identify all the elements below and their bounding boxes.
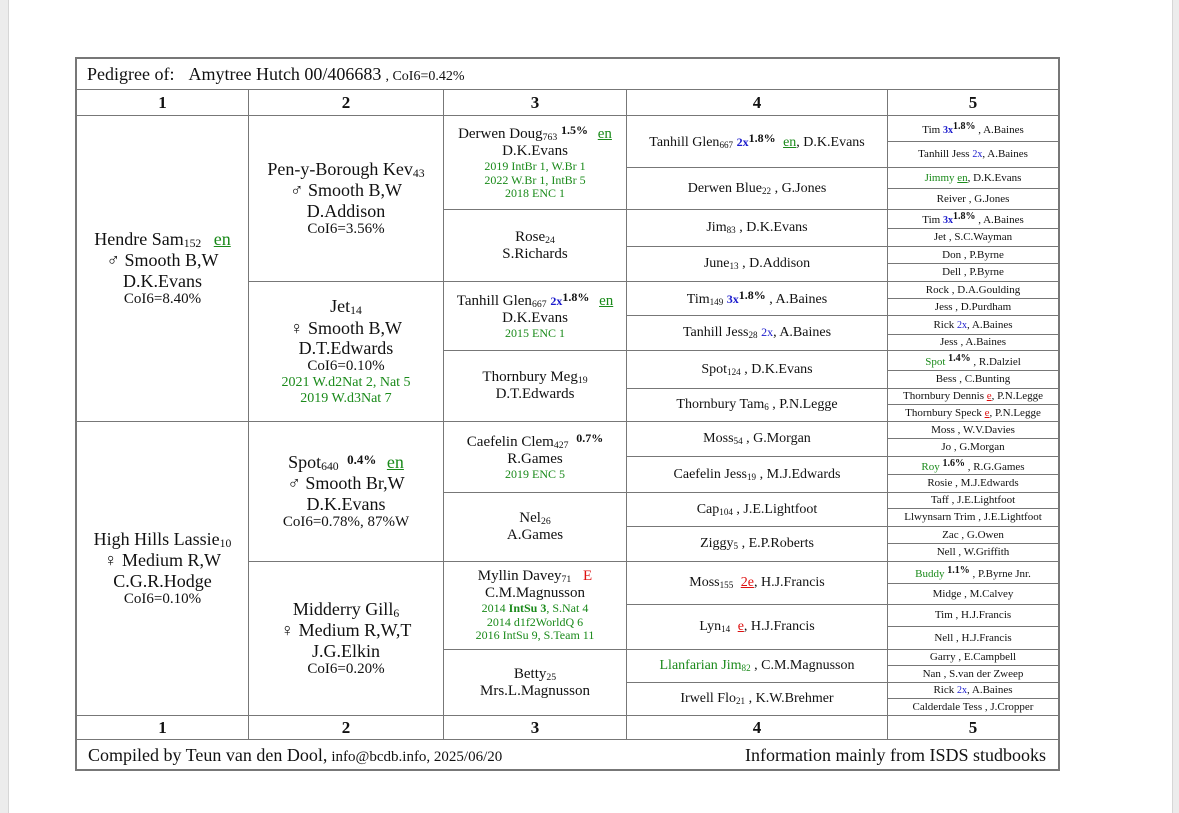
dog-name: Tanhill Jess [682,325,749,341]
owner: G.Owen [966,528,1004,541]
g5-cell-20: Rosie , M.J.Edwards [887,474,1059,493]
owner: K.W.Brehmer [755,691,834,707]
g5-cell-3: Jimmy en, D.K.Evans [887,167,1059,189]
sex-coat: ♂ Smooth B,W [289,180,402,201]
g4-cell-8: Thornbury Tam$_6$ , P.N.Legge [626,388,888,422]
dog-name: Jet [330,296,351,317]
dog-name: Reiver [936,192,966,205]
column-header-5: 5 [887,89,1059,116]
coi: CoI6=0.20% [307,660,385,677]
g5-cell-7: Don , P.Byrne [887,246,1059,264]
pct: 1.8% [748,131,776,146]
dog-name: Rock [925,283,950,296]
g3-cell-4 [443,350,627,422]
dog-name: Nel [519,510,541,527]
dog-name: Dell [942,266,962,279]
dog-name: Irwell Flo [680,691,736,707]
dog-name: Spot [701,361,728,377]
owner: A.Baines [971,318,1013,331]
g4-cell-16: Irwell Flo$_{21}$ , K.W.Brehmer [626,682,888,716]
title-dog-name: Amytree Hutch 00/406683 [188,64,382,84]
owner: H.J.Francis [961,631,1012,644]
en-link[interactable]: en [599,293,614,310]
owner: S.van der Zweep [949,667,1024,680]
owner: P.N.Legge [995,406,1041,419]
g4-cell-11: Cap$_{104}$ , J.E.Lightfoot [626,492,888,527]
reg-number: 640 [321,460,339,474]
award-line: 2019 ENC 5 [505,467,565,482]
owner: H.J.Francis [760,575,825,591]
dog-name: Zac [942,528,959,541]
dog-name: Tanhill Glen [456,293,532,310]
dog-name: Midge [932,587,962,600]
dog-name: Llwynsarn Trim [904,511,976,524]
dog-name: Bess [935,373,957,386]
dog-name: Betty [513,665,547,682]
sex-coat: ♀ Medium R,W [104,550,221,571]
g5-cell-9: Rock , D.A.Goulding [887,281,1059,299]
reg-number: 763 [542,132,558,144]
dog-name: Rick [933,318,955,331]
g5-cell-30: Nan , S.van der Zweep [887,665,1059,683]
owner: D.T.Edwards [495,386,575,403]
g5-cell-21: Taff , J.E.Lightfoot [887,492,1059,509]
owner: P.Byrne Jnr. [977,567,1031,580]
owner: R.Games [507,451,563,468]
owner: C.M.Magnusson [761,658,855,674]
reg-number: 28 [748,330,758,341]
reg-number: 104 [719,506,733,517]
g4-cell-9: Moss$_{54}$ , G.Morgan [626,421,888,457]
column-footer-3: 3 [443,715,627,740]
pct: 1.5% [561,123,588,138]
g5-cell-8: Dell , P.Byrne [887,263,1059,282]
flag-link[interactable]: 2e [740,575,754,591]
g3-cell-2 [443,209,627,282]
coi: CoI6=3.56% [307,220,385,237]
g5-cell-15: Thornbury Dennis e, P.N.Legge [887,388,1059,405]
g3-cell-1 [443,115,627,210]
page-sheet [8,0,1173,813]
owner: A.Baines [983,123,1024,136]
column-header-1: 1 [76,89,249,116]
g5-cell-31: Rick 2x, A.Baines [887,682,1059,699]
g3-cell-3 [443,281,627,351]
reg-number: 83 [726,225,736,236]
owner: R.Dalziel [978,355,1021,368]
award-line: 2021 W.d2Nat 2, Nat 5 [281,375,411,391]
g5-cell-17: Moss , W.V.Davies [887,421,1059,439]
reg-number: 6 [764,402,769,413]
g3-cell-7 [443,561,627,650]
owner: W.Griffith [963,546,1010,559]
dog-name: Moss [931,423,955,436]
award-line: 2018 ENC 1 [505,186,565,201]
multiplicity: 3x [942,215,953,227]
reg-number: 24 [545,234,555,246]
owner: J.E.Lightfoot [983,511,1042,524]
pct: 1.1% [947,564,970,576]
dog-name: Thornbury Meg [482,369,578,386]
owner: A.Baines [987,148,1028,161]
owner: D.K.Evans [306,493,386,514]
en-link[interactable]: en [957,171,968,184]
column-header-3: 3 [443,89,627,116]
owner: J.Cropper [990,700,1034,713]
multiplicity: 3x [726,292,739,307]
owner: A.Baines [775,292,828,308]
dog-name: Thornbury Dennis [903,390,984,403]
g5-cell-5: Tim $3x^{1.8\%}$ , A.Baines [887,209,1059,229]
g4-cell-4: June$_{13}$ , D.Addison [626,246,888,282]
g3-cell-8 [443,649,627,716]
owner: A.Games [506,527,564,544]
dog-name: Jet [933,231,947,244]
coi: CoI6=8.40% [123,290,202,307]
owner: D.K.Evans [123,270,202,291]
title-row [76,58,1059,90]
g5-cell-6: Jet , S.C.Wayman [887,228,1059,247]
reg-number: 152 [183,237,202,251]
owner: D.Addison [749,256,811,272]
g2-cell-2 [248,281,444,422]
award-line: 2015 ENC 1 [505,326,565,341]
g3-cell-5 [443,421,627,493]
owner: M.Calvey [969,587,1014,600]
dog-name: Cap [696,501,720,517]
dog-name: Spot [288,452,322,473]
award-line: 2019 IntBr 1, W.Br 1 [484,159,586,174]
g5-cell-11: Rick 2x, A.Baines [887,315,1059,335]
dog-name: Tim [922,123,941,136]
pct: 1.8% [952,211,976,223]
dog-name: Nell [936,546,956,559]
owner: D.K.Evans [502,310,568,327]
owner: D.K.Evans [751,361,813,377]
g5-cell-19: Roy $^{1.6\%}$ , R.G.Games [887,456,1059,475]
g5-cell-27: Tim , H.J.Francis [887,604,1059,627]
reg-number: 10 [219,537,232,551]
reg-number: 54 [733,436,743,447]
owner: D.Purdham [960,300,1012,313]
multiplicity: 2x [956,319,967,331]
owner: E.Campbell [963,651,1017,664]
en-link[interactable]: en [783,135,797,151]
dog-name: Llanfarian Jim [659,658,742,674]
reg-number: 6 [393,607,400,621]
g5-cell-18: Jo , G.Morgan [887,438,1059,457]
owner: D.A.Goulding [957,283,1021,296]
coi: CoI6=0.78%, 87%W [282,513,410,530]
sex-coat: ♂ Smooth B,W [106,250,219,271]
g4-cell-6: Tanhill Jess$_{28}$ 2x, A.Baines [626,315,888,351]
dog-name: Derwen Doug [458,126,543,143]
g5-cell-22: Llwynsarn Trim , J.E.Lightfoot [887,508,1059,527]
column-footer-1: 1 [76,715,249,740]
dog-name: Garry [929,651,956,664]
dog-name: Jo [941,441,952,454]
flag-link[interactable]: e [984,406,990,419]
owner: P.N.Legge [779,397,838,413]
g5-cell-24: Nell , W.Griffith [887,543,1059,562]
g4-cell-1: Tanhill Glen$_{667}$ $2x^{1.8\%}$ en, D.K.Evans [626,115,888,168]
owner: C.G.R.Hodge [113,570,212,591]
pedigree-table [75,57,1060,771]
dog-name: Tim [686,292,710,308]
dog-name: Don [942,248,962,261]
reg-number: 19 [747,471,757,482]
reg-number: 13 [729,261,739,272]
owner: S.Richards [502,245,568,262]
g5-cell-26: Midge , M.Calvey [887,583,1059,605]
dog-name: Nell [934,631,954,644]
owner: J.E.Lightfoot [957,494,1016,507]
g4-cell-13: Moss$_{155}$ 2e, H.J.Francis [626,561,888,605]
reg-number: 82 [741,663,751,674]
pct: 1.8% [562,290,590,305]
multiplicity: 2x [736,135,749,150]
owner: D.K.Evans [746,220,808,236]
dog-name: Roy [921,460,940,473]
reg-number: 427 [553,440,569,452]
dog-name: Hendre Sam [94,229,184,250]
column-header-4: 4 [626,89,888,116]
reg-number: 22 [761,185,772,196]
owner: W.V.Davies [962,423,1015,436]
dog-name: Thornbury Speck [905,406,982,419]
column-footer-4: 4 [626,715,888,740]
owner: D.Addison [306,200,386,221]
dog-name: Caefelin Jess [673,466,747,482]
reg-number: 667 [531,299,547,311]
g5-cell-13: Spot $^{1.4\%}$ , R.Dalziel [887,350,1059,371]
g4-cell-15: Llanfarian Jim$_{82}$ , C.M.Magnusson [626,649,888,683]
owner: M.J.Edwards [960,477,1019,490]
reg-number: 43 [412,167,425,181]
reg-number: 14 [350,304,362,318]
owner: R.G.Games [973,460,1025,473]
footer-row [76,739,1059,770]
compiled-by: Compiled by Teun van den Dool, [88,745,328,765]
g4-cell-5: Tim$_{149}$ $3x^{1.8\%}$ , A.Baines [626,281,888,316]
multiplicity: 2x [761,325,774,340]
owner: A.Baines [965,336,1007,349]
dog-name: Spot [925,355,946,368]
g5-cell-10: Jess , D.Purdham [887,298,1059,316]
g5-cell-29: Garry , E.Campbell [887,649,1059,666]
multiplicity: 2x [956,685,967,697]
owner: G.Jones [781,180,827,196]
owner: D.K.Evans [803,135,865,151]
owner: Mrs.L.Magnusson [479,682,590,699]
owner: A.Baines [779,325,832,341]
reg-number: 5 [733,541,739,552]
g4-cell-3: Jim$_{83}$ , D.K.Evans [626,209,888,247]
flag-link[interactable]: e [986,390,992,403]
owner: G.Morgan [959,441,1005,454]
g5-cell-1: Tim $3x^{1.8\%}$ , A.Baines [887,115,1059,142]
contact-date: info@bcdb.info, 2025/06/20 [331,749,503,765]
owner: G.Morgan [753,431,811,447]
en-link[interactable]: en [386,452,404,473]
dog-name: Jim [706,220,727,236]
g4-cell-7: Spot$_{124}$ , D.K.Evans [626,350,888,389]
coi: CoI6=0.10% [307,358,385,375]
pct: 1.6% [942,457,965,469]
reg-number: 155 [719,580,734,591]
dog-name: Jimmy [924,171,955,184]
award-line: 2019 W.d3Nat 7 [300,390,392,406]
dog-name: Ziggy [700,536,734,552]
sex-coat: ♀ Smooth B,W [289,317,402,338]
pct: 0.4% [347,452,377,468]
owner: A.Baines [983,214,1024,227]
column-footer-5: 5 [887,715,1059,740]
flag-link[interactable]: e [737,619,744,635]
g5-cell-16: Thornbury Speck e, P.N.Legge [887,404,1059,422]
owner: J.E.Lightfoot [743,501,818,517]
g1-dam-cell [76,421,249,716]
reg-number: 19 [577,375,588,387]
dog-name: Taff [930,494,949,507]
reg-number: 14 [721,624,731,635]
owner: S.C.Wayman [954,231,1013,244]
dog-name: Calderdale Tess [912,700,983,713]
award-line: 2016 IntSu 9, S.Team 11 [475,628,595,643]
owner: H.J.Francis [961,609,1012,622]
owner: A.Baines [971,684,1013,697]
dog-name: Tanhill Glen [649,135,720,151]
owner: C.M.Magnusson [484,585,585,602]
reg-number: 21 [735,696,746,707]
reg-number: 71 [561,574,572,586]
owner: D.T.Edwards [298,337,394,358]
g5-cell-12: Jess , A.Baines [887,334,1059,351]
dog-name: Jess [934,300,953,313]
dog-name: Rick [933,684,955,697]
dog-name: Buddy [915,567,945,580]
owner: H.J.Francis [750,619,815,635]
dog-name: Tim [922,214,941,227]
owner: G.Jones [974,192,1010,205]
dog-name: Tim [934,609,953,622]
dog-name: Nan [922,667,941,680]
g5-cell-28: Nell , H.J.Francis [887,626,1059,650]
owner: M.J.Edwards [766,466,841,482]
g2-cell-1 [248,115,444,282]
award-line: 2014 IntSu 3, S.Nat 4 [481,601,589,616]
en-link[interactable]: en [213,229,231,250]
column-footer-2: 2 [248,715,444,740]
g4-cell-12: Ziggy$_5$ , E.P.Roberts [626,526,888,562]
g5-cell-25: Buddy $^{1.1\%}$ , P.Byrne Jnr. [887,561,1059,584]
pct: 1.8% [952,120,976,132]
g5-cell-32: Calderdale Tess , J.Cropper [887,698,1059,716]
sex-coat: ♂ Smooth Br,W [287,473,405,494]
pct: 1.4% [948,352,971,364]
g5-cell-14: Bess , C.Bunting [887,370,1059,389]
pct: 0.7% [576,431,604,446]
dog-name: High Hills Lassie [93,529,220,550]
award-line: 2014 d1f2WorldQ 6 [486,614,584,629]
dog-name: Jess [939,336,958,349]
g4-cell-10: Caefelin Jess$_{19}$ , M.J.Edwards [626,456,888,493]
award-line: 2022 W.Br 1, IntBr 5 [484,172,586,187]
dog-name: June [703,256,730,272]
owner: P.Byrne [969,266,1004,279]
dog-name: Midderry Gill [292,599,394,620]
reg-number: 149 [709,297,724,308]
g4-cell-14: Lyn$_{14}$ e, H.J.Francis [626,604,888,650]
g4-cell-2: Derwen Blue$_{22}$ , G.Jones [626,167,888,210]
reg-number: 26 [540,516,551,528]
dog-name: Rose [515,228,546,245]
dog-name: Derwen Blue [687,180,762,196]
owner: E.P.Roberts [748,536,814,552]
dog-name: Myllin Davey [477,568,562,585]
dog-name: Lyn [699,619,722,635]
owner: P.N.Legge [997,390,1043,403]
g2-cell-4 [248,561,444,716]
source-note: Information mainly from ISDS studbooks [745,745,1046,765]
column-header-2: 2 [248,89,444,116]
reg-number: 667 [719,140,734,151]
g2-cell-3 [248,421,444,562]
pct: 1.8% [738,288,766,303]
g5-cell-2: Tanhill Jess 2x, A.Baines [887,141,1059,168]
owner: D.K.Evans [502,143,568,160]
dog-name: Thornbury Tam [676,397,765,413]
g3-cell-6 [443,492,627,562]
flag: E [583,568,593,585]
g5-cell-23: Zac , G.Owen [887,526,1059,544]
dog-name: Tanhill Jess [918,148,970,161]
owner: C.Bunting [964,373,1011,386]
dog-name: Pen-y-Borough Kev [267,159,413,180]
reg-number: 124 [727,366,741,377]
multiplicity: 3x [942,124,953,136]
coi: CoI6=0.10% [123,590,202,607]
title-coi: , CoI6=0.42% [385,69,465,84]
dog-name: Moss [703,431,734,447]
owner: D.K.Evans [973,171,1022,184]
reg-number: 25 [546,671,557,683]
g1-sire-cell [76,115,249,422]
dog-name: Caefelin Clem [466,434,554,451]
sex-coat: ♀ Medium R,W,T [280,620,412,641]
dog-name: Rosie [927,477,953,490]
owner: J.G.Elkin [311,640,380,661]
title-label: Pedigree of: [87,64,175,84]
dog-name: Moss [689,575,720,591]
multiplicity: 2x [550,294,563,309]
g5-cell-4: Reiver , G.Jones [887,188,1059,210]
en-link[interactable]: en [597,126,612,143]
owner: P.Byrne [969,248,1004,261]
multiplicity: 2x [972,149,983,161]
